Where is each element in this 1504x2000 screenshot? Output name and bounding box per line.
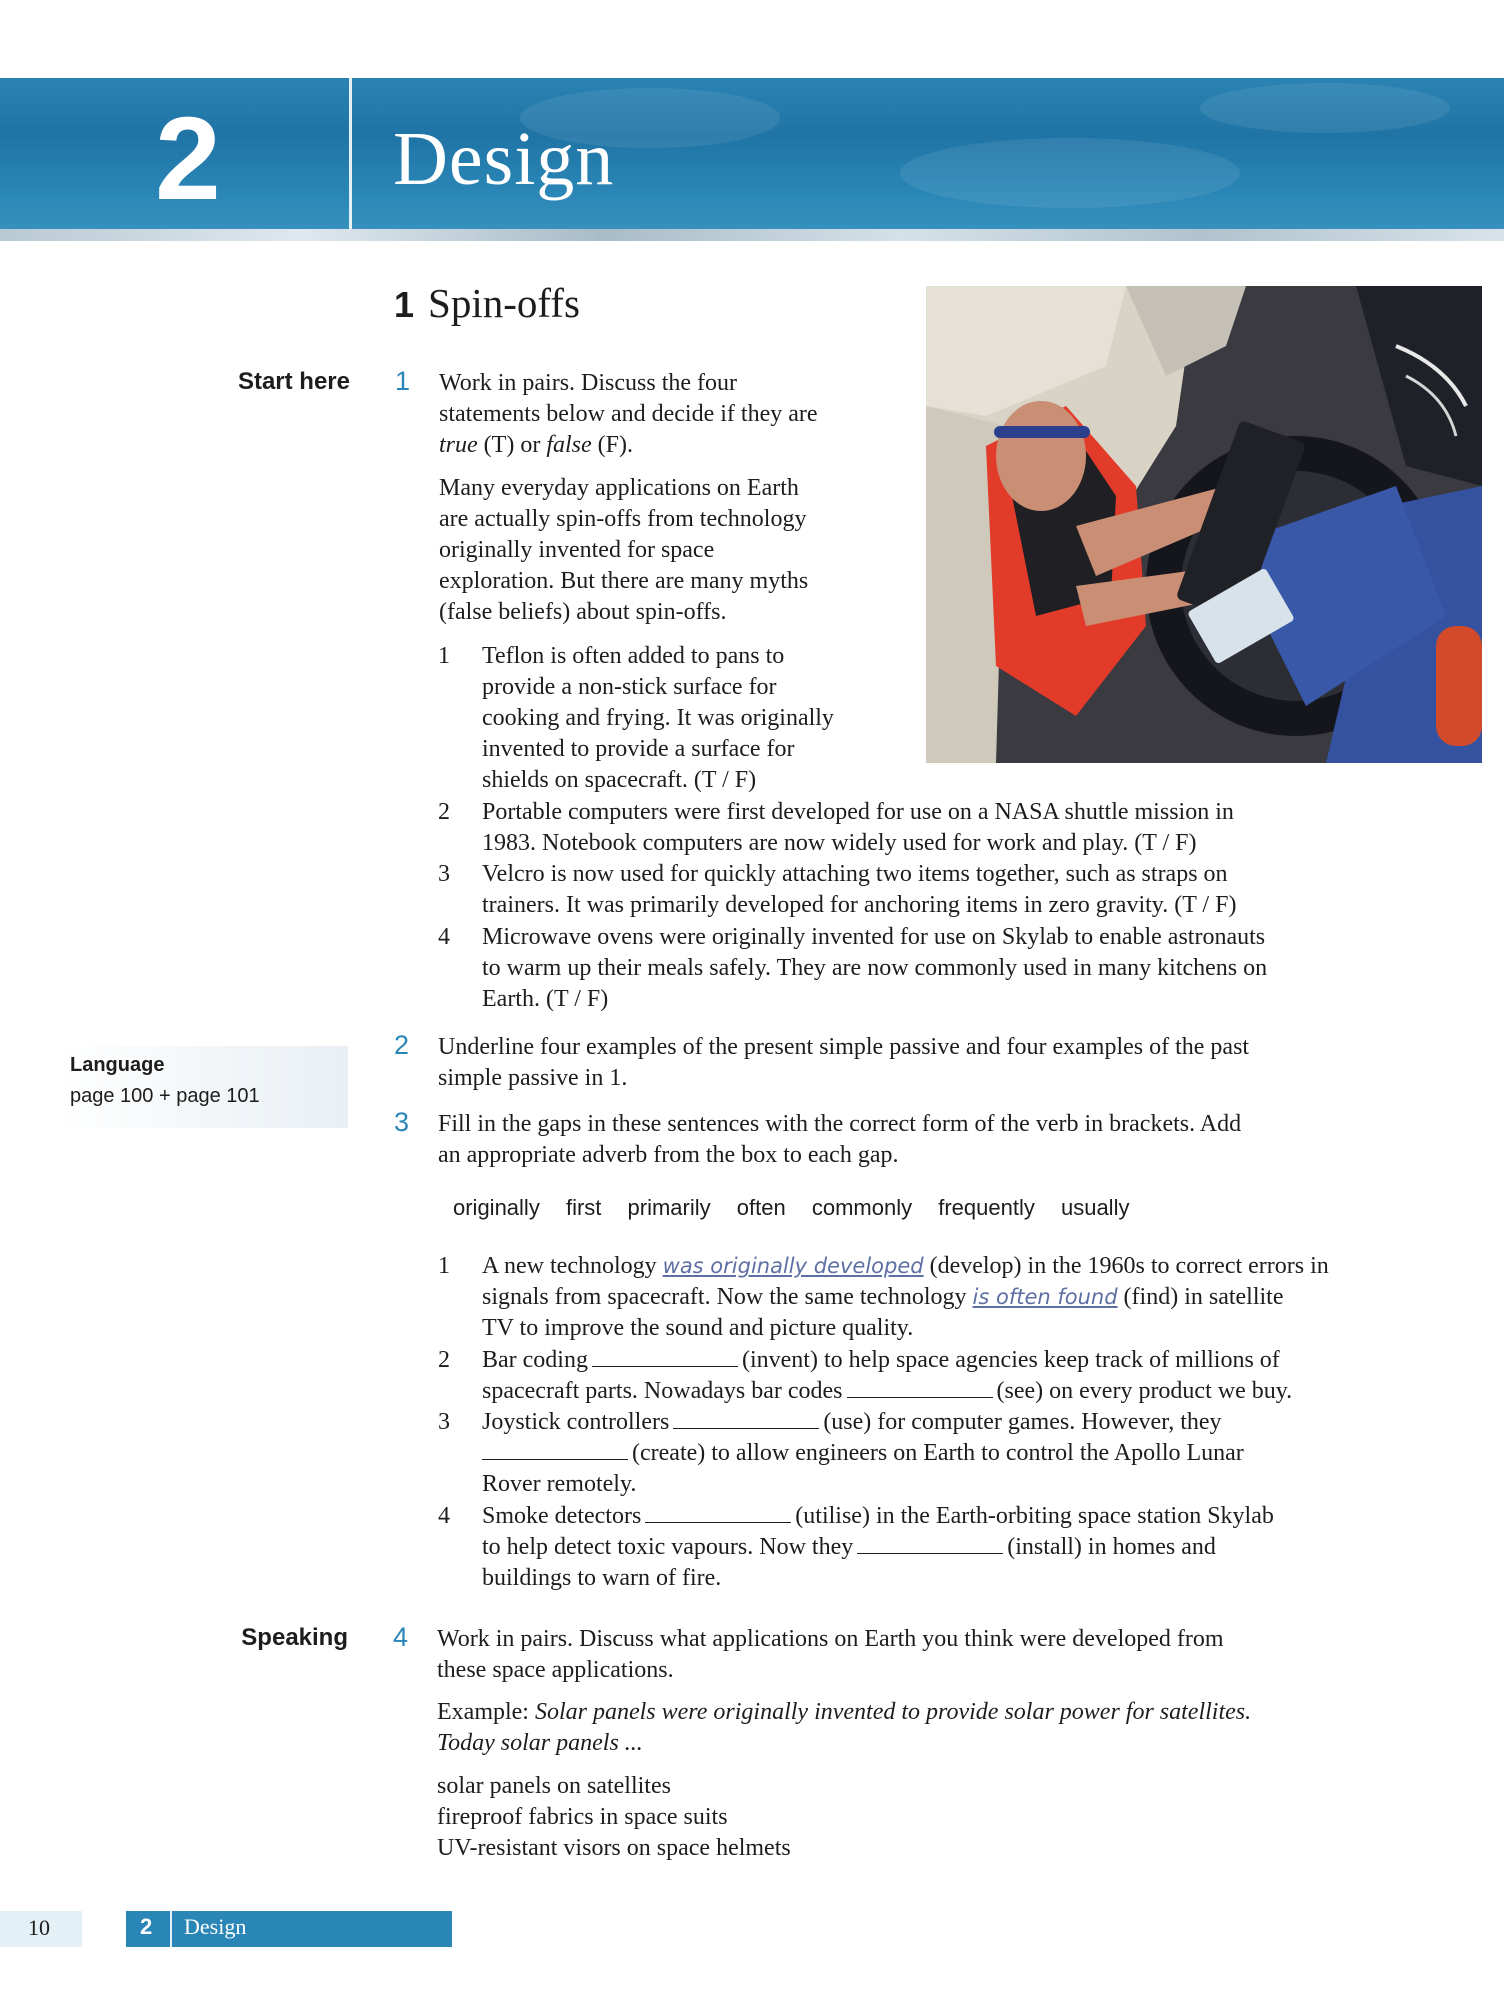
statement-number: 1 <box>438 643 450 669</box>
intro-f: (F). <box>591 432 633 458</box>
banner-strip <box>0 229 1504 241</box>
statement-4 <box>438 922 1498 1015</box>
statement-line: invented to provide a surface for <box>482 736 795 762</box>
sentence-number: 2 <box>438 1347 450 1373</box>
text: A new technology <box>482 1253 663 1279</box>
exercise-2-instructions <box>438 1032 1249 1094</box>
start-here-label: Start here <box>237 368 350 395</box>
example-line <box>437 1697 1251 1728</box>
instruction-line: simple passive in 1. <box>438 1065 628 1091</box>
text: Bar coding <box>482 1347 588 1373</box>
intro-line <box>439 430 818 461</box>
answer-blank[interactable] <box>847 1378 993 1398</box>
sentence-line <box>482 1282 1329 1313</box>
text: (see) on every product we buy. <box>996 1378 1293 1404</box>
instruction-line: Work in pairs. Discuss what applications on Earth you think were developed from <box>437 1626 1224 1652</box>
adverb-box <box>453 1195 1149 1221</box>
text: signals from spacecraft. Now the same technology <box>482 1284 973 1310</box>
answer-blank[interactable] <box>592 1347 738 1367</box>
para-line: are actually spin-offs from technology <box>439 506 807 532</box>
sentence-line <box>482 1532 1274 1563</box>
statement-line: cooking and frying. It was originally <box>482 705 834 731</box>
banner-divider <box>349 78 352 241</box>
section-number: 1 <box>394 284 415 325</box>
sentence-line <box>482 1501 1274 1532</box>
answer-blank[interactable] <box>673 1409 819 1429</box>
handwritten-answer: is often found <box>972 1285 1118 1309</box>
list-item: UV-resistant visors on space helmets <box>437 1835 791 1861</box>
intro-false: false <box>546 432 592 458</box>
exercise-1-number: 1 <box>395 366 411 396</box>
statement-text <box>482 922 1267 1015</box>
space-applications-list <box>437 1771 791 1864</box>
adverb: usually <box>1060 1195 1130 1220</box>
exercise-1-intro <box>439 368 818 461</box>
adverb: commonly <box>811 1195 913 1220</box>
gap-sentence-1 <box>438 1251 1498 1344</box>
statement-2 <box>438 797 1498 859</box>
sentence-line <box>482 1345 1292 1376</box>
intro-line: Work in pairs. Discuss the four <box>439 370 738 396</box>
statement-text <box>482 859 1236 921</box>
footer-chapter-title: Design <box>184 1914 247 1939</box>
sentence-line: buildings to warn of fire. <box>482 1565 722 1591</box>
text: (develop) in the 1960s to correct errors in <box>923 1253 1329 1279</box>
sentence-text <box>482 1407 1244 1500</box>
gap-sentence-4 <box>438 1501 1498 1594</box>
statement-line: Microwave ovens were originally invented for use on Skylab to enable astronauts <box>482 924 1266 950</box>
exercise-4-instructions <box>437 1624 1224 1686</box>
section-title-text: Spin-offs <box>428 280 580 326</box>
adverb: primarily <box>627 1195 711 1220</box>
footer-chapter-number: 2 <box>140 1914 153 1939</box>
statement-line: to warm up their meals safely. They are now commonly used in many kitchens on <box>482 955 1268 981</box>
sentence-text <box>482 1501 1274 1594</box>
speaking-label: Speaking <box>241 1624 348 1651</box>
example-line <box>437 1728 1251 1759</box>
chapter-banner <box>0 78 1504 241</box>
language-pages: page 100 + page 101 <box>70 1085 260 1107</box>
text: (invent) to help space agencies keep track of millions of <box>741 1347 1280 1373</box>
statement-line: provide a non-stick surface for <box>482 674 777 700</box>
statement-1 <box>438 641 1338 801</box>
statement-line: trainers. It was primarily developed for anchoring items in zero gravity. (T / F) <box>482 892 1237 918</box>
para-line: originally invented for space <box>439 537 715 563</box>
para-line: exploration. But there are many myths <box>439 568 809 594</box>
text: (create) to allow engineers on Earth to control the Apollo Lunar <box>632 1440 1244 1466</box>
statement-number: 3 <box>438 861 450 887</box>
statement-line: Velcro is now used for quickly attaching two items together, such as straps on <box>482 861 1228 887</box>
chapter-title: Design <box>393 117 615 201</box>
statement-3 <box>438 859 1498 921</box>
exercise-3-instructions <box>438 1109 1241 1171</box>
example-label: Example: <box>437 1699 535 1725</box>
text: (utilise) in the Earth-orbiting space station Skylab <box>795 1503 1274 1529</box>
statement-number: 2 <box>438 799 450 825</box>
statement-line: Teflon is often added to pans to <box>482 643 785 669</box>
statement-text <box>482 641 834 796</box>
footer-divider <box>170 1911 172 1947</box>
language-title: Language <box>70 1054 165 1076</box>
gap-sentence-2 <box>438 1345 1498 1407</box>
text: (use) for computer games. However, they <box>823 1409 1222 1435</box>
exercise-3-number: 3 <box>394 1107 410 1137</box>
banner-texture <box>900 138 1240 208</box>
gap-sentence-3 <box>438 1407 1498 1500</box>
text: to help detect toxic vapours. Now they <box>482 1534 854 1560</box>
sentence-line <box>482 1376 1292 1407</box>
exercise-1-paragraph <box>439 473 808 628</box>
list-item: fireproof fabrics in space suits <box>437 1804 728 1830</box>
exercise-4-number: 4 <box>393 1622 409 1652</box>
statement-line: Earth. (T / F) <box>482 986 609 1012</box>
banner-texture <box>1200 83 1450 133</box>
text: Joystick controllers <box>482 1409 670 1435</box>
list-item: solar panels on satellites <box>437 1773 671 1799</box>
text: Smoke detectors <box>482 1503 642 1529</box>
footer-chapter-bar <box>126 1911 452 1947</box>
exercise-2-number: 2 <box>394 1030 410 1060</box>
instruction-line: these space applications. <box>437 1657 674 1683</box>
handwritten-answer: was originally developed <box>662 1254 924 1278</box>
para-line: (false beliefs) about spin-offs. <box>439 599 727 625</box>
example-text: Today solar panels ... <box>437 1730 643 1756</box>
para-line: Many everyday applications on Earth <box>439 475 799 501</box>
statement-line: 1983. Notebook computers are now widely used for work and play. (T / F) <box>482 830 1197 856</box>
intro-t: (T) or <box>477 432 547 458</box>
sentence-line <box>482 1251 1329 1282</box>
instruction-line: Underline four examples of the present simple passive and four examples of the past <box>438 1034 1250 1060</box>
adverb: first <box>565 1195 602 1220</box>
example-text: Solar panels were originally invented to provide solar power for satellites. <box>534 1699 1252 1725</box>
sentence-number: 1 <box>438 1253 450 1279</box>
statement-text <box>482 797 1234 859</box>
instruction-line: an appropriate adverb from the box to each gap. <box>438 1142 899 1168</box>
text: (find) in satellite <box>1117 1284 1284 1310</box>
answer-blank[interactable] <box>857 1534 1003 1554</box>
intro-true: true <box>439 432 478 458</box>
sentence-number: 3 <box>438 1409 450 1435</box>
page-number: 10 <box>28 1915 50 1940</box>
intro-line: statements below and decide if they are <box>439 401 818 427</box>
sentence-line <box>482 1438 1244 1469</box>
sentence-number: 4 <box>438 1503 450 1529</box>
sentence-text <box>482 1251 1329 1344</box>
adverb: frequently <box>938 1195 1035 1220</box>
exercise-4-example <box>437 1697 1251 1759</box>
chapter-number: 2 <box>155 93 221 225</box>
text: (install) in homes and <box>1007 1534 1216 1560</box>
sentence-line: Rover remotely. <box>482 1471 637 1497</box>
statement-line: shields on spacecraft. (T / F) <box>482 767 757 793</box>
adverb: often <box>736 1195 786 1220</box>
sentence-line <box>482 1407 1244 1438</box>
statement-line: Portable computers were first developed for use on a NASA shuttle mission in <box>482 799 1234 825</box>
sentence-line: TV to improve the sound and picture quality. <box>482 1315 914 1341</box>
instruction-line: Fill in the gaps in these sentences with the correct form of the verb in brackets. Add <box>438 1111 1242 1137</box>
answer-blank[interactable] <box>482 1440 628 1460</box>
section-title <box>394 278 580 330</box>
adverb: originally <box>453 1195 540 1220</box>
statement-number: 4 <box>438 924 450 950</box>
sentence-text <box>482 1345 1292 1407</box>
text: spacecraft parts. Nowadays bar codes <box>482 1378 843 1404</box>
answer-blank[interactable] <box>645 1503 791 1523</box>
